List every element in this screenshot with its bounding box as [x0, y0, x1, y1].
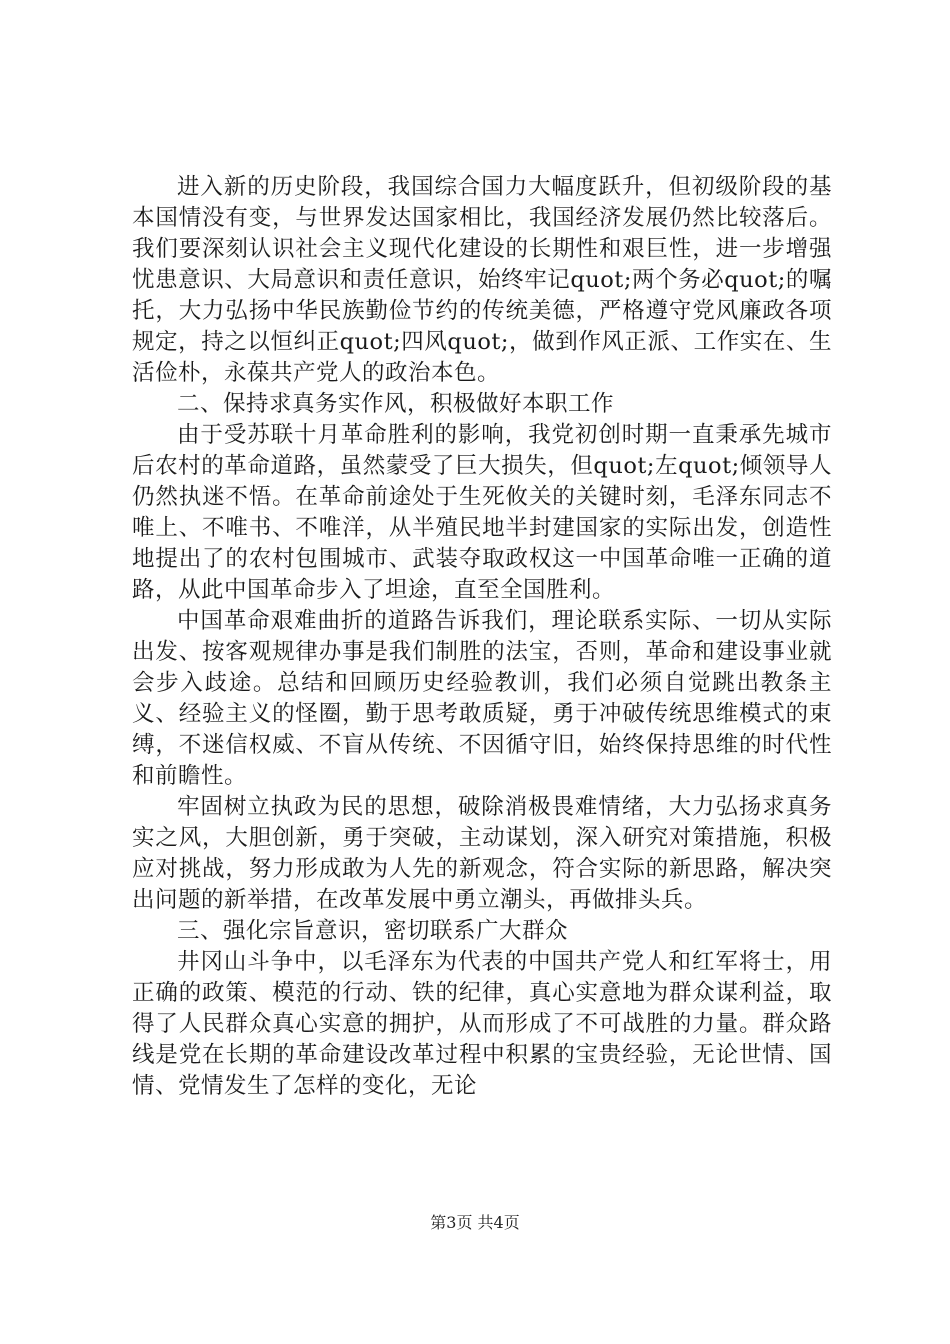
paragraph-5: 井冈山斗争中，以毛泽东为代表的中国共产党人和红军将士，用正确的政策、模范的行动、铁的纪律，真心实意地为群众谋利益，取得了人民群众真心实意的拥护，从而形成了不可战胜的力量。群众路线是党在长期的革命建设改革过程中积累的宝贵经验，无论世情、国情、党情发生了怎样的变化，无论: [132, 949, 832, 1099]
paragraph-2: 由于受苏联十月革命胜利的影响，我党初创时期一直秉承先城市后农村的革命道路，虽然蒙受了巨大损失，但quot;左quot;倾领导人仍然执迷不悟。在革命前途处于生死攸关的关键时刻，毛泽东同志不唯上、不唯书、不唯洋，从半殖民地半封建国家的实际出发，创造性地提出了的农村包围城市、武装夺取政权这一中国革命唯一正确的道路，从此中国革命步入了坦途，直至全国胜利。: [132, 422, 832, 603]
paragraph-1: 进入新的历史阶段，我国综合国力大幅度跃升，但初级阶段的基本国情没有变，与世界发达国家相比，我国经济发展仍然比较落后。我们要深刻认识社会主义现代化建设的长期性和艰巨性，进一步增强忧患意识、大局意识和责任意识，始终牢记quot;两个务必quot;的嘱托，大力弘扬中华民族勤俭节约的传统美德，严格遵守党风廉政各项规定，持之以恒纠正quot;四风quot;，做到作风正派、工作实在、生活俭朴，永葆共产党人的政治本色。: [132, 174, 832, 386]
paragraph-3: 中国革命艰难曲折的道路告诉我们，理论联系实际、一切从实际出发、按客观规律办事是我们制胜的法宝，否则，革命和建设事业就会步入歧途。总结和回顾历史经验教训，我们必须自觉跳出教条主义、经验主义的怪圈，勤于思考敢质疑，勇于冲破传统思维模式的束缚，不迷信权威、不盲从传统、不因循守旧，始终保持思维的时代性和前瞻性。: [132, 608, 832, 789]
page-footer: 第3页 共4页: [430, 1213, 520, 1232]
paragraph-4: 牢固树立执政为民的思想，破除消极畏难情绪，大力弘扬求真务实之风，大胆创新，勇于突破，主动谋划，深入研究对策措施，积极应对挑战，努力形成敢为人先的新观念，符合实际的新思路，解决突出问题的新举措，在改革发展中勇立潮头，再做排头兵。: [132, 794, 832, 913]
document-body: [132, 172, 832, 1102]
section-heading-2: 二、保持求真务实作风，积极做好本职工作: [177, 391, 615, 417]
section-heading-3: 三、强化宗旨意识，密切联系广大群众: [177, 918, 569, 944]
